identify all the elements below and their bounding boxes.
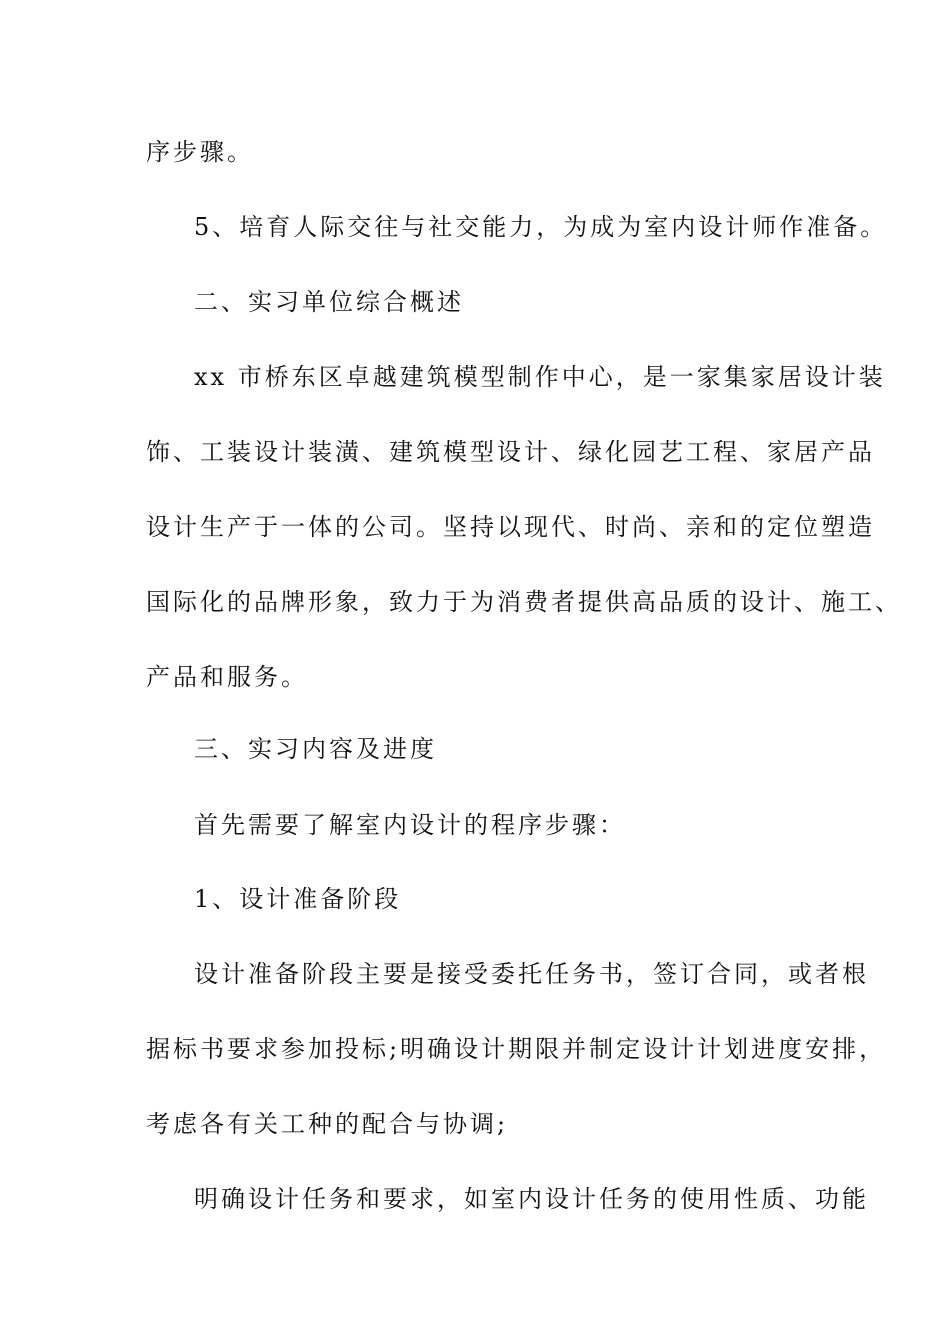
text-line-1: 序步骤。 xyxy=(146,138,254,166)
text-line-5: 饰、工装设计装潢、建筑模型设计、绿化园艺工程、家居产品 xyxy=(146,438,875,466)
text-line-15: 明确设计任务和要求，如室内设计任务的使用性质、功能 xyxy=(194,1185,869,1213)
text-line-4: xx 市桥东区卓越建筑模型制作中心，是一家集家居设计装 xyxy=(194,363,886,391)
text-line-13: 据标书要求参加投标;明确设计期限并制定设计计划进度安排， xyxy=(146,1035,887,1063)
section-heading-2: 二、实习单位综合概述 xyxy=(194,288,464,316)
text-line-8: 产品和服务。 xyxy=(146,663,308,691)
subsection-heading-1: 1、设计准备阶段 xyxy=(194,885,402,913)
text-line-12: 设计准备阶段主要是接受委托任务书，签订合同，或者根 xyxy=(194,960,869,988)
text-line-10: 首先需要了解室内设计的程序步骤： xyxy=(194,811,626,839)
text-line-6: 设计生产于一体的公司。坚持以现代、时尚、亲和的定位塑造 xyxy=(146,513,875,541)
text-line-2: 5、培育人际交往与社交能力，为成为室内设计师作准备。 xyxy=(194,213,888,241)
text-line-7: 国际化的品牌形象，致力于为消费者提供高品质的设计、施工、 xyxy=(146,588,902,616)
text-line-14: 考虑各有关工种的配合与协调; xyxy=(146,1110,509,1138)
section-heading-3: 三、实习内容及进度 xyxy=(194,735,437,763)
